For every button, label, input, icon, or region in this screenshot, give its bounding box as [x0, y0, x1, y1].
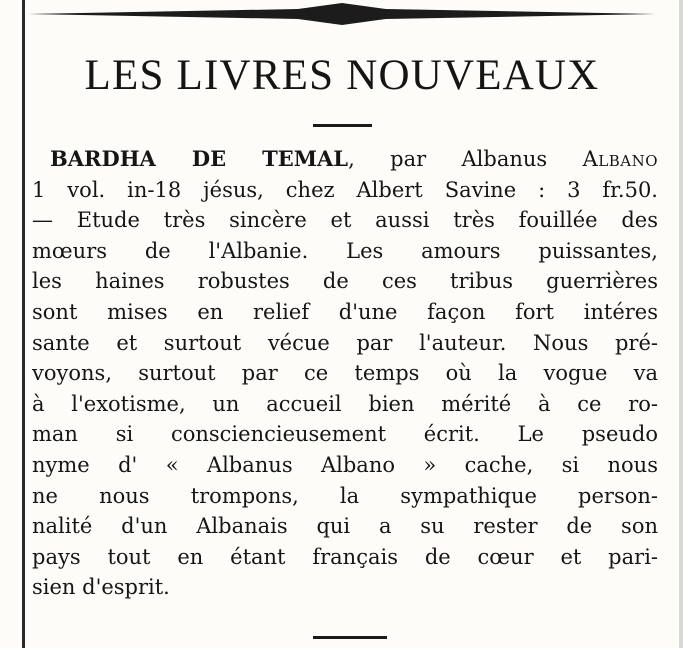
review-line: sont mises en relief d'une façon fort intéres	[32, 299, 658, 324]
review-line: nyme d' « Albanus Albano » cache, si nous	[32, 452, 658, 477]
page-edge	[679, 0, 683, 648]
book-title: BARDHA DE TEMAL	[50, 146, 349, 171]
end-divider	[313, 636, 387, 639]
review-line: sante et surtout vécue par l'auteur. Nous pré-	[32, 330, 658, 355]
review-line: sien d'esprit.	[32, 575, 170, 600]
review-line: à l'exotisme, un accueil bien mérité à ce ro-	[32, 391, 658, 416]
section-headline: LES LIVRES NOUVEAUX	[84, 52, 600, 99]
review-line: — Etude très sincère et aussi très fouillée des	[32, 208, 658, 233]
review-line: les haines robustes de ces tribus guerrières	[32, 269, 658, 294]
review-line: 1 vol. in-18 jésus, chez Albert Savine : 3 fr.50.	[32, 177, 658, 202]
review-line: ne nous trompons, la sympathique person-	[32, 483, 658, 508]
column-rule	[22, 0, 25, 648]
headline-divider	[313, 124, 372, 127]
review-heading-line	[32, 144, 658, 175]
review-line: mœurs de l'Albanie. Les amours puissantes,	[32, 238, 658, 263]
review-line: pays tout en étant français de cœur et pari-	[32, 544, 658, 569]
review-byline: , par Albanus	[348, 147, 548, 171]
ornamental-rule	[28, 2, 656, 26]
book-review	[32, 144, 658, 603]
review-line: man si consciencieusement écrit. Le pseudo	[32, 422, 658, 447]
author-surname: Albano	[582, 147, 659, 171]
review-line: nalité d'un Albanais qui a su rester de son	[32, 514, 658, 539]
review-line: voyons, surtout par ce temps où la vogue va	[32, 361, 658, 386]
